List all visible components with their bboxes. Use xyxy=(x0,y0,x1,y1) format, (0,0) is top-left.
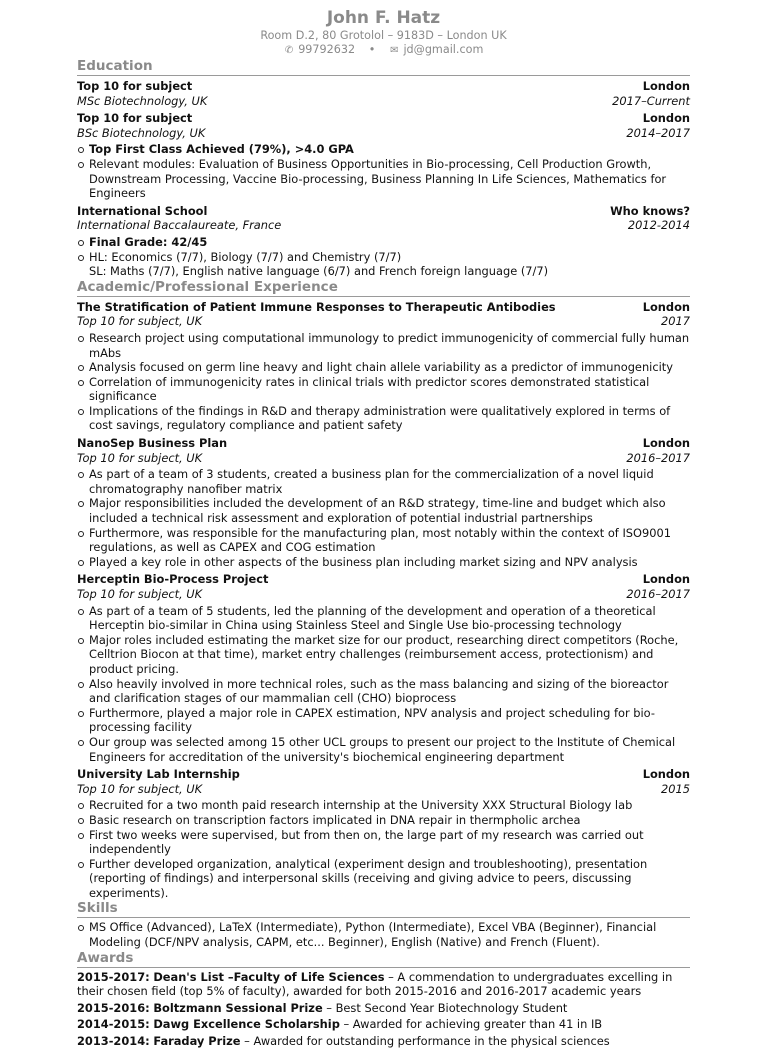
award-description: – Awarded for outstanding performance in the physical sciences xyxy=(240,1034,610,1049)
entry-location: London xyxy=(642,299,690,314)
entry-title: NanoSep Business Plan xyxy=(77,436,228,451)
entry-subtitle: Top 10 for subject, UK xyxy=(77,587,203,601)
entry-location: London xyxy=(642,572,690,587)
entry-items xyxy=(77,798,690,900)
award-description: – Awarded for achieving greater than 41 in IB xyxy=(339,1017,603,1032)
entry-subtitle: Top 10 for subject, UK xyxy=(77,314,203,329)
list-item xyxy=(77,920,690,949)
experience-entry xyxy=(77,572,690,764)
list-item-line: HL: Economics (7/7), Biology (7/7) and Chemistry (7/7) xyxy=(89,249,402,264)
award-years: 2013-2014: xyxy=(77,1034,150,1049)
list-item: Correlation of immunogenicity rates in clinical trials with predictor scores demonstrated statistical significance xyxy=(77,375,690,404)
award-description: – Best Second Year Biotechnology Student xyxy=(322,1000,568,1015)
list-item: Major roles included estimating the market size for our product, researching direct competitors (Roche, Celltrion Biocon at that time), market entry challenges (reimbursement access, protectionism) and product pricing. xyxy=(77,633,690,677)
section-title-education: Education xyxy=(77,58,690,76)
education-entry xyxy=(77,79,690,108)
award-description: – A commendation to undergraduates excelling in their chosen field (top 5% of faculty), awarded for both 2015-2016 and 2016-2017 academic years xyxy=(77,969,673,999)
list-item: Played a key role in other aspects of the business plan including market sizing and NPV analysis xyxy=(77,555,690,570)
skills-list xyxy=(77,920,690,949)
entry-title: The Stratification of Patient Immune Responses to Therapeutic Antibodies xyxy=(77,299,556,314)
award-item xyxy=(77,970,690,999)
entry-dates: 2017–Current xyxy=(612,93,690,108)
list-item: Further developed organization, analytical (experiment design and troubleshooting), presentation (reporting of findings) and interpersonal skills (receiving and giving advice to peers, discussing experiments). xyxy=(77,857,690,901)
list-item: Basic research on transcription factors implicated in DNA repair in thermpholic archea xyxy=(77,813,690,828)
entry-location: London xyxy=(642,767,690,782)
resume-header xyxy=(77,8,690,58)
entry-title: University Lab Internship xyxy=(77,767,240,782)
entry-subtitle: International Baccalaureate, France xyxy=(77,218,282,233)
list-item: Recruited for a two month paid research internship at the University XXX Structural Biology lab xyxy=(77,798,690,813)
award-title: Dawg Excellence Scholarship xyxy=(153,1017,340,1032)
entry-title: International School xyxy=(77,203,208,218)
separator-dot: • xyxy=(368,43,376,56)
entry-dates: 2015 xyxy=(661,781,690,796)
section-title-skills: Skills xyxy=(77,900,690,918)
phone-icon: ✆ xyxy=(284,45,294,56)
list-item: Research project using computational immunology to predict immunogenicity of commercial fully human mAbs xyxy=(77,331,690,360)
envelope-icon: ✉ xyxy=(390,45,399,56)
entry-location: London xyxy=(642,79,690,93)
list-item: Analysis focused on germ line heavy and light chain allele variability as a predictor of immunogenicity xyxy=(77,360,690,375)
skills-text: (Intermediate), Python (Intermediate), Excel VBA (Beginner), Financial Modeling (DCF/NPV analysis, CAPM, etc... Beginner), English (Native) and French (Fluent). xyxy=(89,920,657,950)
list-item: Final Grade: 42/45 xyxy=(77,235,690,250)
list-item-line: SL: Maths (7/7), English native language (6/7) and French foreign language (7/7) xyxy=(89,264,549,279)
list-item: Implications of the findings in R&D and therapy administration were qualitatively explored in terms of cost savings, regulatory compliance and patient safety xyxy=(77,404,690,433)
entry-items xyxy=(77,235,690,279)
list-item: Major responsibilities included the development of an R&D strategy, time-line and budget which also included a technical risk assessment and exploration of potential industrial partnerships xyxy=(77,496,690,525)
list-item: First two weeks were supervised, but from then on, the large part of my research was carried out independently xyxy=(77,828,690,857)
list-item xyxy=(77,250,690,279)
list-item: Furthermore, played a major role in CAPEX estimation, NPV analysis and project scheduling for bio-processing facility xyxy=(77,706,690,735)
award-years: 2014-2015: xyxy=(77,1017,150,1032)
section-title-experience: Academic/Professional Experience xyxy=(77,279,690,297)
skills-text: MS Office (Advanced), xyxy=(89,920,219,935)
education-entry xyxy=(77,204,690,279)
award-years: 2015-2016: xyxy=(77,1000,150,1015)
entry-items xyxy=(77,142,690,200)
award-title: Dean's List –Faculty of Life Sciences xyxy=(153,969,385,984)
entry-title: Herceptin Bio-Process Project xyxy=(77,572,269,587)
entry-subtitle: Top 10 for subject, UK xyxy=(77,450,203,465)
entry-dates: 2016–2017 xyxy=(626,587,690,601)
list-item: Our group was selected among 15 other UCL groups to present our project to the Institute of Chemical Engineers for accreditation of the university's biochemical engineering department xyxy=(77,735,690,764)
address: Room D.2, 80 Grotolol – 9183D – London UK xyxy=(260,29,507,42)
entry-location: Who knows? xyxy=(610,203,690,218)
entry-subtitle: Top 10 for subject, UK xyxy=(77,781,203,796)
entry-title: Top 10 for subject xyxy=(77,79,193,93)
experience-entry xyxy=(77,300,690,433)
entry-subtitle: MSc Biotechnology, UK xyxy=(77,93,208,108)
award-item xyxy=(77,1034,690,1049)
latex-logo: LaTeX xyxy=(218,920,253,935)
list-item: Top First Class Achieved (79%), >4.0 GPA xyxy=(77,142,690,157)
section-title-awards: Awards xyxy=(77,950,690,968)
experience-entry xyxy=(77,767,690,900)
list-item: Furthermore, was responsible for the manufacturing plan, most notably within the context of ISO9001 regulations, as well as CAPEX and COG estimation xyxy=(77,526,690,555)
entry-dates: 2014–2017 xyxy=(626,125,690,140)
entry-dates: 2017 xyxy=(661,314,690,329)
entry-title: Top 10 for subject xyxy=(77,111,193,126)
phone-number: 99792632 xyxy=(298,43,356,56)
list-item: As part of a team of 5 students, led the planning of the development and operation of a theoretical Herceptin bio-similar in China using Stainless Steel and Single Use bio-processing technology xyxy=(77,604,690,633)
education-entry xyxy=(77,111,690,201)
email-address[interactable]: jd@gmail.com xyxy=(403,43,484,56)
person-name: John F. Hatz xyxy=(326,8,441,28)
award-item xyxy=(77,1001,690,1016)
entry-items xyxy=(77,467,690,569)
entry-dates: 2016–2017 xyxy=(626,450,690,465)
entry-location: London xyxy=(642,111,690,126)
list-item: Also heavily involved in more technical roles, such as the mass balancing and sizing of the bioreactor and clarification stages of our mammalian cell (CHO) bioprocess xyxy=(77,677,690,706)
award-item xyxy=(77,1017,690,1032)
award-years: 2015-2017: xyxy=(77,969,150,984)
entry-dates: 2012-2014 xyxy=(627,218,690,233)
entry-subtitle: BSc Biotechnology, UK xyxy=(77,125,206,140)
contact-line xyxy=(77,43,690,58)
list-item: As part of a team of 3 students, created a business plan for the commercialization of a novel liquid chromatography nanofiber matrix xyxy=(77,467,690,496)
award-title: Boltzmann Sessional Prize xyxy=(153,1000,323,1015)
award-title: Faraday Prize xyxy=(153,1034,241,1049)
list-item: Relevant modules: Evaluation of Business Opportunities in Bio-processing, Cell Production Growth, Downstream Processing, Vaccine Bio-processing, Business Planning In Life Sciences, Mathematics for Engineers xyxy=(77,157,690,201)
entry-items xyxy=(77,604,690,765)
entry-items xyxy=(77,331,690,433)
experience-entry xyxy=(77,436,690,569)
entry-location: London xyxy=(642,436,690,451)
